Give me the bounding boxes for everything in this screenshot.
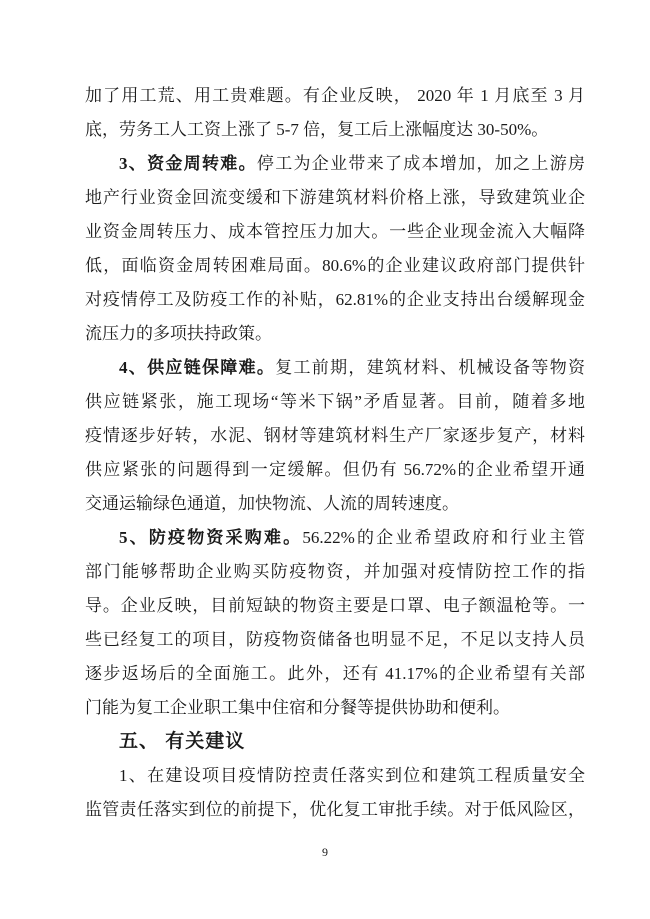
text-line: 门能为复工企业职工集中住宿和分餐等提供协助和便利。 bbox=[85, 698, 510, 717]
line-text: 复工前期，建筑材料、机械设备等物资 bbox=[275, 358, 585, 377]
text-line bbox=[85, 147, 585, 181]
page-number: 9 bbox=[322, 845, 328, 859]
text-line: 交通运输绿色通道，加快物流、人流的周转速度。 bbox=[85, 494, 459, 513]
line-text: 停工为企业带来了成本增加，加之上游房 bbox=[256, 154, 585, 173]
text-line: 流压力的多项扶持政策。 bbox=[85, 324, 272, 343]
text-line: 低，面临资金周转困难局面。80.6%的企业建议政府部门提供针 bbox=[85, 256, 585, 275]
text-line: 监管责任落实到位的前提下，优化复工审批手续。对于低风险区， bbox=[85, 800, 585, 819]
text-line: 逐步返场后的全面施工。此外，还有 41.17%的企业希望有关部 bbox=[85, 664, 585, 683]
page-body-text bbox=[85, 79, 585, 827]
text-line: 加了用工荒、用工贵难题。有企业反映， 2020 年 1 月底至 3 月 bbox=[85, 86, 585, 105]
text-line: 底，劳务工人工资上涨了 5-7 倍，复工后上涨幅度达 30-50%。 bbox=[85, 120, 549, 139]
text-line: 业资金周转压力、成本管控压力加大。一些企业现金流入大幅降 bbox=[85, 222, 585, 241]
section-heading: 五、 有关建议 bbox=[119, 731, 246, 752]
text-line bbox=[85, 521, 585, 555]
paragraph-lead: 4、供应链保障难。 bbox=[119, 358, 276, 377]
text-line: 部门能够帮助企业购买防疫物资，并加强对疫情防控工作的指 bbox=[85, 562, 585, 581]
text-line: 些已经复工的项目，防疫物资储备也明显不足，不足以支持人员 bbox=[85, 630, 585, 649]
text-line: 疫情逐步好转，水泥、钢材等建筑材料生产厂家逐步复产，材料 bbox=[85, 426, 585, 445]
text-line bbox=[85, 351, 585, 385]
line-text: 56.22%的企业希望政府和行业主管 bbox=[302, 528, 585, 547]
text-line: 导。企业反映，目前短缺的物资主要是口罩、电子额温枪等。一 bbox=[85, 596, 585, 615]
paragraph-lead: 5、防疫物资采购难。 bbox=[119, 528, 303, 547]
text-line: 供应紧张的问题得到一定缓解。但仍有 56.72%的企业希望开通 bbox=[85, 460, 585, 479]
text-line: 供应链紧张，施工现场“等米下锅”矛盾显著。目前，随着多地 bbox=[85, 392, 585, 411]
text-line: 地产行业资金回流变缓和下游建筑材料价格上涨，导致建筑业企 bbox=[85, 188, 585, 207]
paragraph-lead: 3、资金周转难。 bbox=[119, 154, 257, 173]
text-line: 对疫情停工及防疫工作的补贴，62.81%的企业支持出台缓解现金 bbox=[85, 290, 585, 309]
text-line: 1、在建设项目疫情防控责任落实到位和建筑工程质量安全 bbox=[119, 766, 585, 785]
